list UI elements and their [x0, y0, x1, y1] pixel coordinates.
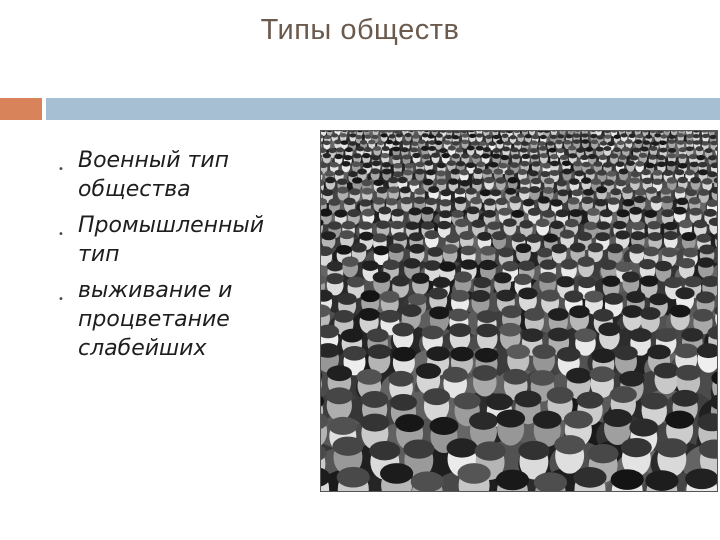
bullet-item: [48, 211, 308, 269]
bullet-text: Промышленный тип: [78, 213, 265, 267]
bullet-dot-icon: •: [58, 294, 64, 305]
bullet-list: [48, 146, 308, 370]
crowd-photo: [320, 130, 718, 492]
accent-bar-orange: [0, 98, 42, 120]
bullet-dot-icon: •: [58, 229, 64, 240]
bullet-dot-icon: •: [58, 164, 64, 175]
bullet-text: выживание и процветание слабейших: [78, 278, 233, 361]
bullet-item: [48, 276, 308, 363]
accent-bar-blue: [46, 98, 720, 120]
bullet-item: [48, 146, 308, 204]
slide-title: Типы обществ: [260, 14, 460, 46]
crowd-photo-graphic: [321, 131, 717, 491]
bullet-text: Военный тип общества: [78, 148, 230, 202]
